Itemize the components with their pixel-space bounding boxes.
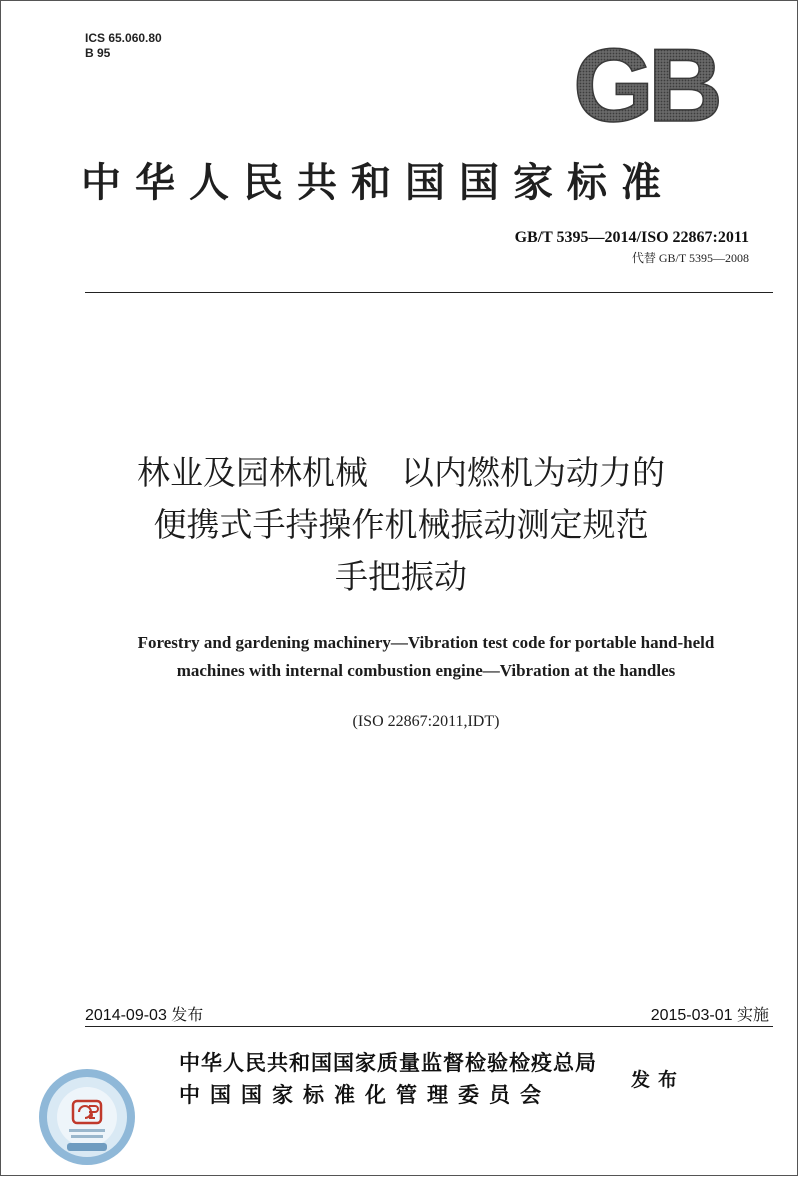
gb-logo-text: GB bbox=[573, 37, 717, 129]
replaces-standard: 代替 GB/T 5395—2008 bbox=[631, 251, 749, 265]
issuer-aqsiq: 中华人民共和国国家质量监督检验检疫总局 bbox=[179, 1051, 597, 1075]
title-cn-line2: 便携式手持操作机械振动测定规范 bbox=[153, 505, 649, 544]
anti-counterfeit-seal bbox=[37, 1067, 137, 1167]
title-en-line2: machines with internal combustion engine—Vibration at the handles bbox=[176, 661, 676, 680]
classification-codes bbox=[85, 31, 162, 61]
footer-divider bbox=[85, 1026, 773, 1027]
header-divider bbox=[85, 292, 773, 293]
iso-equivalence: (ISO 22867:2011,IDT) bbox=[352, 713, 500, 730]
standard-number: GB/T 5395—2014/ISO 22867:2011 bbox=[514, 229, 749, 246]
ics-code: ICS 65.060.80 bbox=[85, 31, 162, 45]
ccs-code: B 95 bbox=[85, 46, 111, 60]
issue-date: 2014-09-03 发布 bbox=[85, 1007, 204, 1024]
title-en-line1: Forestry and gardening machinery—Vibration test code for portable hand-held bbox=[137, 633, 715, 652]
issuer-sac: 中国国家标准化管理委员会 bbox=[179, 1083, 551, 1107]
implementation-date: 2015-03-01 实施 bbox=[650, 1007, 769, 1024]
gb-logo bbox=[561, 37, 729, 129]
standard-name: 中华人民共和国国家标准 bbox=[81, 160, 675, 206]
publish-label: 发布 bbox=[631, 1069, 686, 1091]
title-cn-line3: 手把振动 bbox=[335, 557, 467, 596]
title-cn-line1: 林业及园林机械 以内燃机为动力的 bbox=[137, 453, 665, 492]
